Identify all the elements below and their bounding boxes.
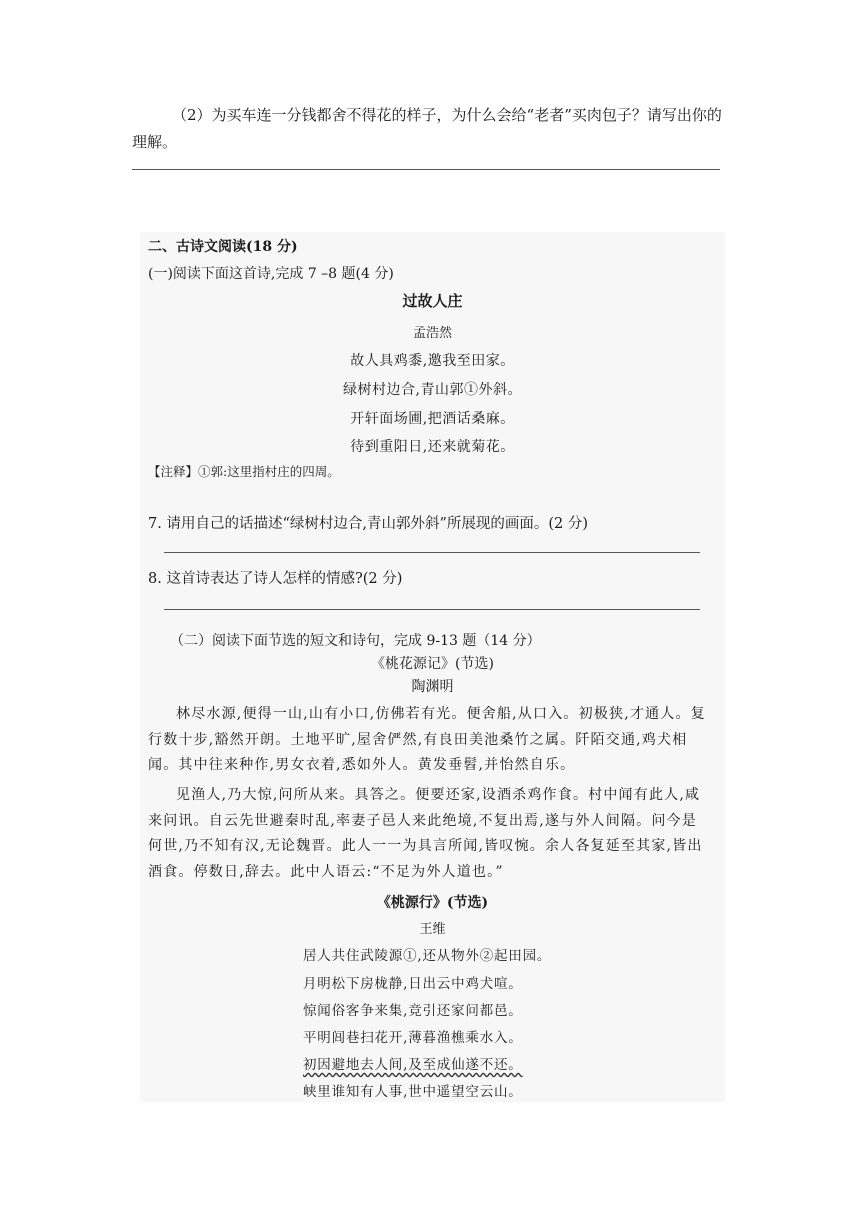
poem1-line: 故人具鸡黍,邀我至田家。 [350,353,515,369]
poem2-title: 《桃源行》(节选) [376,895,489,911]
answer-line-q8[interactable] [164,609,700,610]
poem1-title: 过故人庄 [402,292,463,310]
poem1-author: 孟浩然 [412,326,452,341]
poem2-line: 平明闾巷扫花开,薄暮渔樵乘水入。 [303,1030,523,1046]
poem1-line: 开轩面场圃,把酒话桑麻。 [350,411,515,427]
poem2-line: 月明松下房栊静,日出云中鸡犬喧。 [303,976,523,992]
section-part2-heading: （二）阅读下面节选的短文和诗句，完成 9-13 题（14 分） [170,633,541,649]
poem2-line: 居人共住武陵源①,还从物外②起田园。 [303,948,552,964]
section-part1-heading: (一)阅读下面这首诗,完成 7 –8 题(4 分) [148,266,394,282]
answer-line-q2[interactable] [132,169,720,170]
question-2-line1: （2）为买车连一分钱都舍不得花的样子，为什么会给“老者”买肉包子？请写出你的 [172,106,722,124]
prose-paragraph-1: 林尽水源,便得一山,山有小口,仿佛若有光。便舍船,从口入。初极狭,才通人。复行数十步,豁然开朗。土地平旷,屋舍俨然,有良田美池桑竹之属。阡陌交通,鸡犬相闻。其中往来种作,男女衣着,悉如外人。黄发垂髫,并怡然自乐。 [148,706,706,773]
poem2-author: 王维 [419,922,446,937]
poem1-note: 【注释】①郭:这里指村庄的四周。 [148,464,340,479]
poem2-line: 峡里谁知有人事,世中遥望空云山。 [303,1084,523,1100]
section-title: 二、古诗文阅读(18 分) [148,239,298,255]
poem1-line: 待到重阳日,还来就菊花。 [350,439,515,455]
question-7: 7. 请用自己的话描述“绿树村边合,青山郭外斜”所展现的画面。(2 分) [148,516,589,532]
answer-line-q7[interactable] [164,552,700,553]
poem1-line: 绿树村边合,青山郭①外斜。 [343,382,522,398]
poem2-line-underlined: 初因避地去人间,及至成仙遂不还。 [303,1057,523,1073]
question-8: 8. 这首诗表达了诗人怎样的情感?(2 分) [148,571,403,587]
question-2-line2: 理解。 [132,133,178,151]
prose-author: 陶渊明 [411,679,454,695]
prose-title: 《桃花源记》(节选) [371,656,494,672]
poem2-line: 惊闻俗客争来集,竞引还家问都邑。 [303,1003,523,1019]
prose-paragraph-2: 见渔人,乃大惊,问所从来。具答之。便要还家,设酒杀鸡作食。村中闻有此人,咸来问讯。自云先世避秦时乱,率妻子邑人来此绝境,不复出焉,遂与外人间隔。问今是何世,乃不知有汉,无论魏晋。此人一一为具言所闻,皆叹惋。余人各复延至其家,皆出酒食。停数日,辞去。此中人语云:“不足为外人道也。” [148,787,703,880]
